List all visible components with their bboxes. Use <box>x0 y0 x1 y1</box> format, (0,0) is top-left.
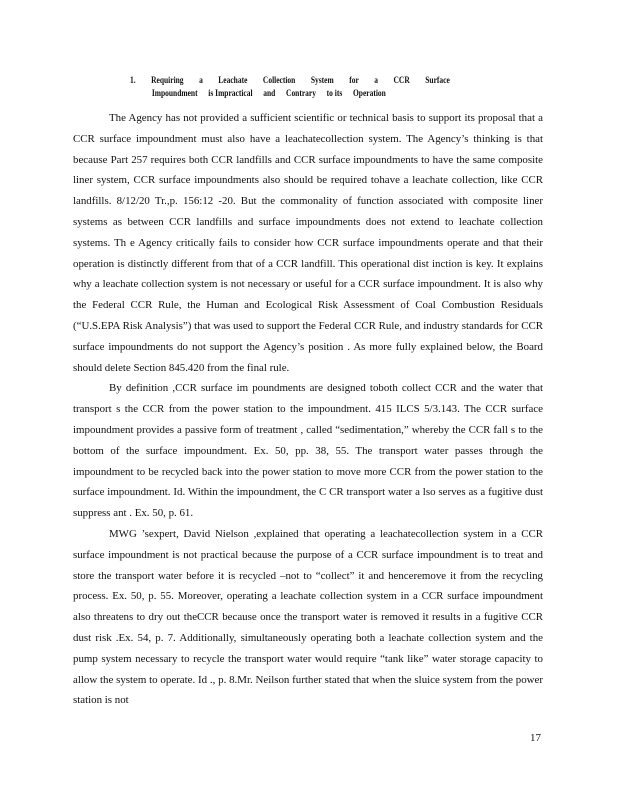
paragraph: By definition ,CCR surface im poundments are designed toboth collect CCR and the water that transport s the CCR from the power station to the impoundment. 415 ILCS 5/3.143. The CCR surface impoundment provides a passive form of treatment , called “sedimentation,” whereby the CCR fall s to the bottom of the surface impoundment. Ex. 50, pp. 38, 55. The transport water passes through the impoundment to be recycled back into the power station to move more CCR from the power station to the surface impoundment. Id. Within the impoundment, the C CR transport water a lso serves as a fugitive dust suppress ant . Ex. 50, p. 61. <box>73 382 543 520</box>
page-number: 17 <box>530 732 541 744</box>
heading-word: Leachate <box>218 75 248 86</box>
heading-word: to its <box>326 88 343 99</box>
heading-word: and <box>263 88 276 99</box>
heading-word: a <box>374 75 379 86</box>
heading-line-1 <box>130 74 450 87</box>
heading-word: is Impractical <box>208 88 253 99</box>
heading-word: a <box>199 75 203 86</box>
heading-word: Operation <box>352 88 386 99</box>
heading-word: Impoundment <box>151 88 198 99</box>
paragraph: MWG ’sexpert, David Nielson ,explained that operating a leachatecollection system in a CCR surface impoundment is not practical because the purpose of a CCR surface impoundment is to treat and store the transport water before it is recycled –not to “collect” it and henceremove it from the recycling process. Ex. 50, p. 55. Moreover, operating a leachate collection system in a CCR surface impoundment also threatens to dry out theCCR because once the transport water is removed it results in a fugitive CCR dust risk .Ex. 54, p. 7. Additionally, simultaneously operating both a leachate collection system and the pump system necessary to recycle the transport water would require “tank like” water storage capacity to allow the system to operate. Id ., p. 8.Mr. Neilson further stated that when the sluice system from the power station is not <box>73 527 543 707</box>
paragraph: The Agency has not provided a sufficient scientific or technical basis to support its proposal that a CCR surface impoundment must also have a leachatecollection system. The Agency’s thinking is that because Part 257 requires both CCR landfills and CCR surface impoundments to have the same composite liner system, CCR surface impoundments also should be required tohave a leachate collection, like CCR landfills. 8/12/20 Tr.,p. 156:12 -20. But the commonality of function associated with composite liner systems as between CCR landfills and surface impoundments does not extend to leachate collection systems. Th e Agency critically fails to consider how CCR surface impoundments operate and that their operation is distinctly different from that of a CCR landfill. This operational dist inction is key. It explains why a leachate collection system is not necessary or useful for a CCR surface impoundment. It is also why the Federal CCR Rule, the Human and Ecological Risk Assessment of Coal Combustion Residuals (“U.S.EPA Risk Analysis”) that was used to support the Federal CCR Rule, and industry standards for CCR surface impoundments do not support the Agency’s position . As more fully explained below, the Board should delete Section 845.420 from the final rule. <box>73 112 543 374</box>
heading-word: Collection <box>262 75 296 86</box>
section-heading <box>130 74 450 100</box>
heading-word: for <box>349 75 359 86</box>
body-text <box>73 108 543 711</box>
heading-word: Surface <box>425 75 450 86</box>
heading-line-2 <box>152 87 386 100</box>
heading-word: Requiring <box>151 75 184 86</box>
heading-word: 1. <box>130 75 136 86</box>
heading-word: CCR <box>393 75 410 86</box>
heading-word: System <box>310 75 334 86</box>
heading-word: Contrary <box>286 88 316 99</box>
